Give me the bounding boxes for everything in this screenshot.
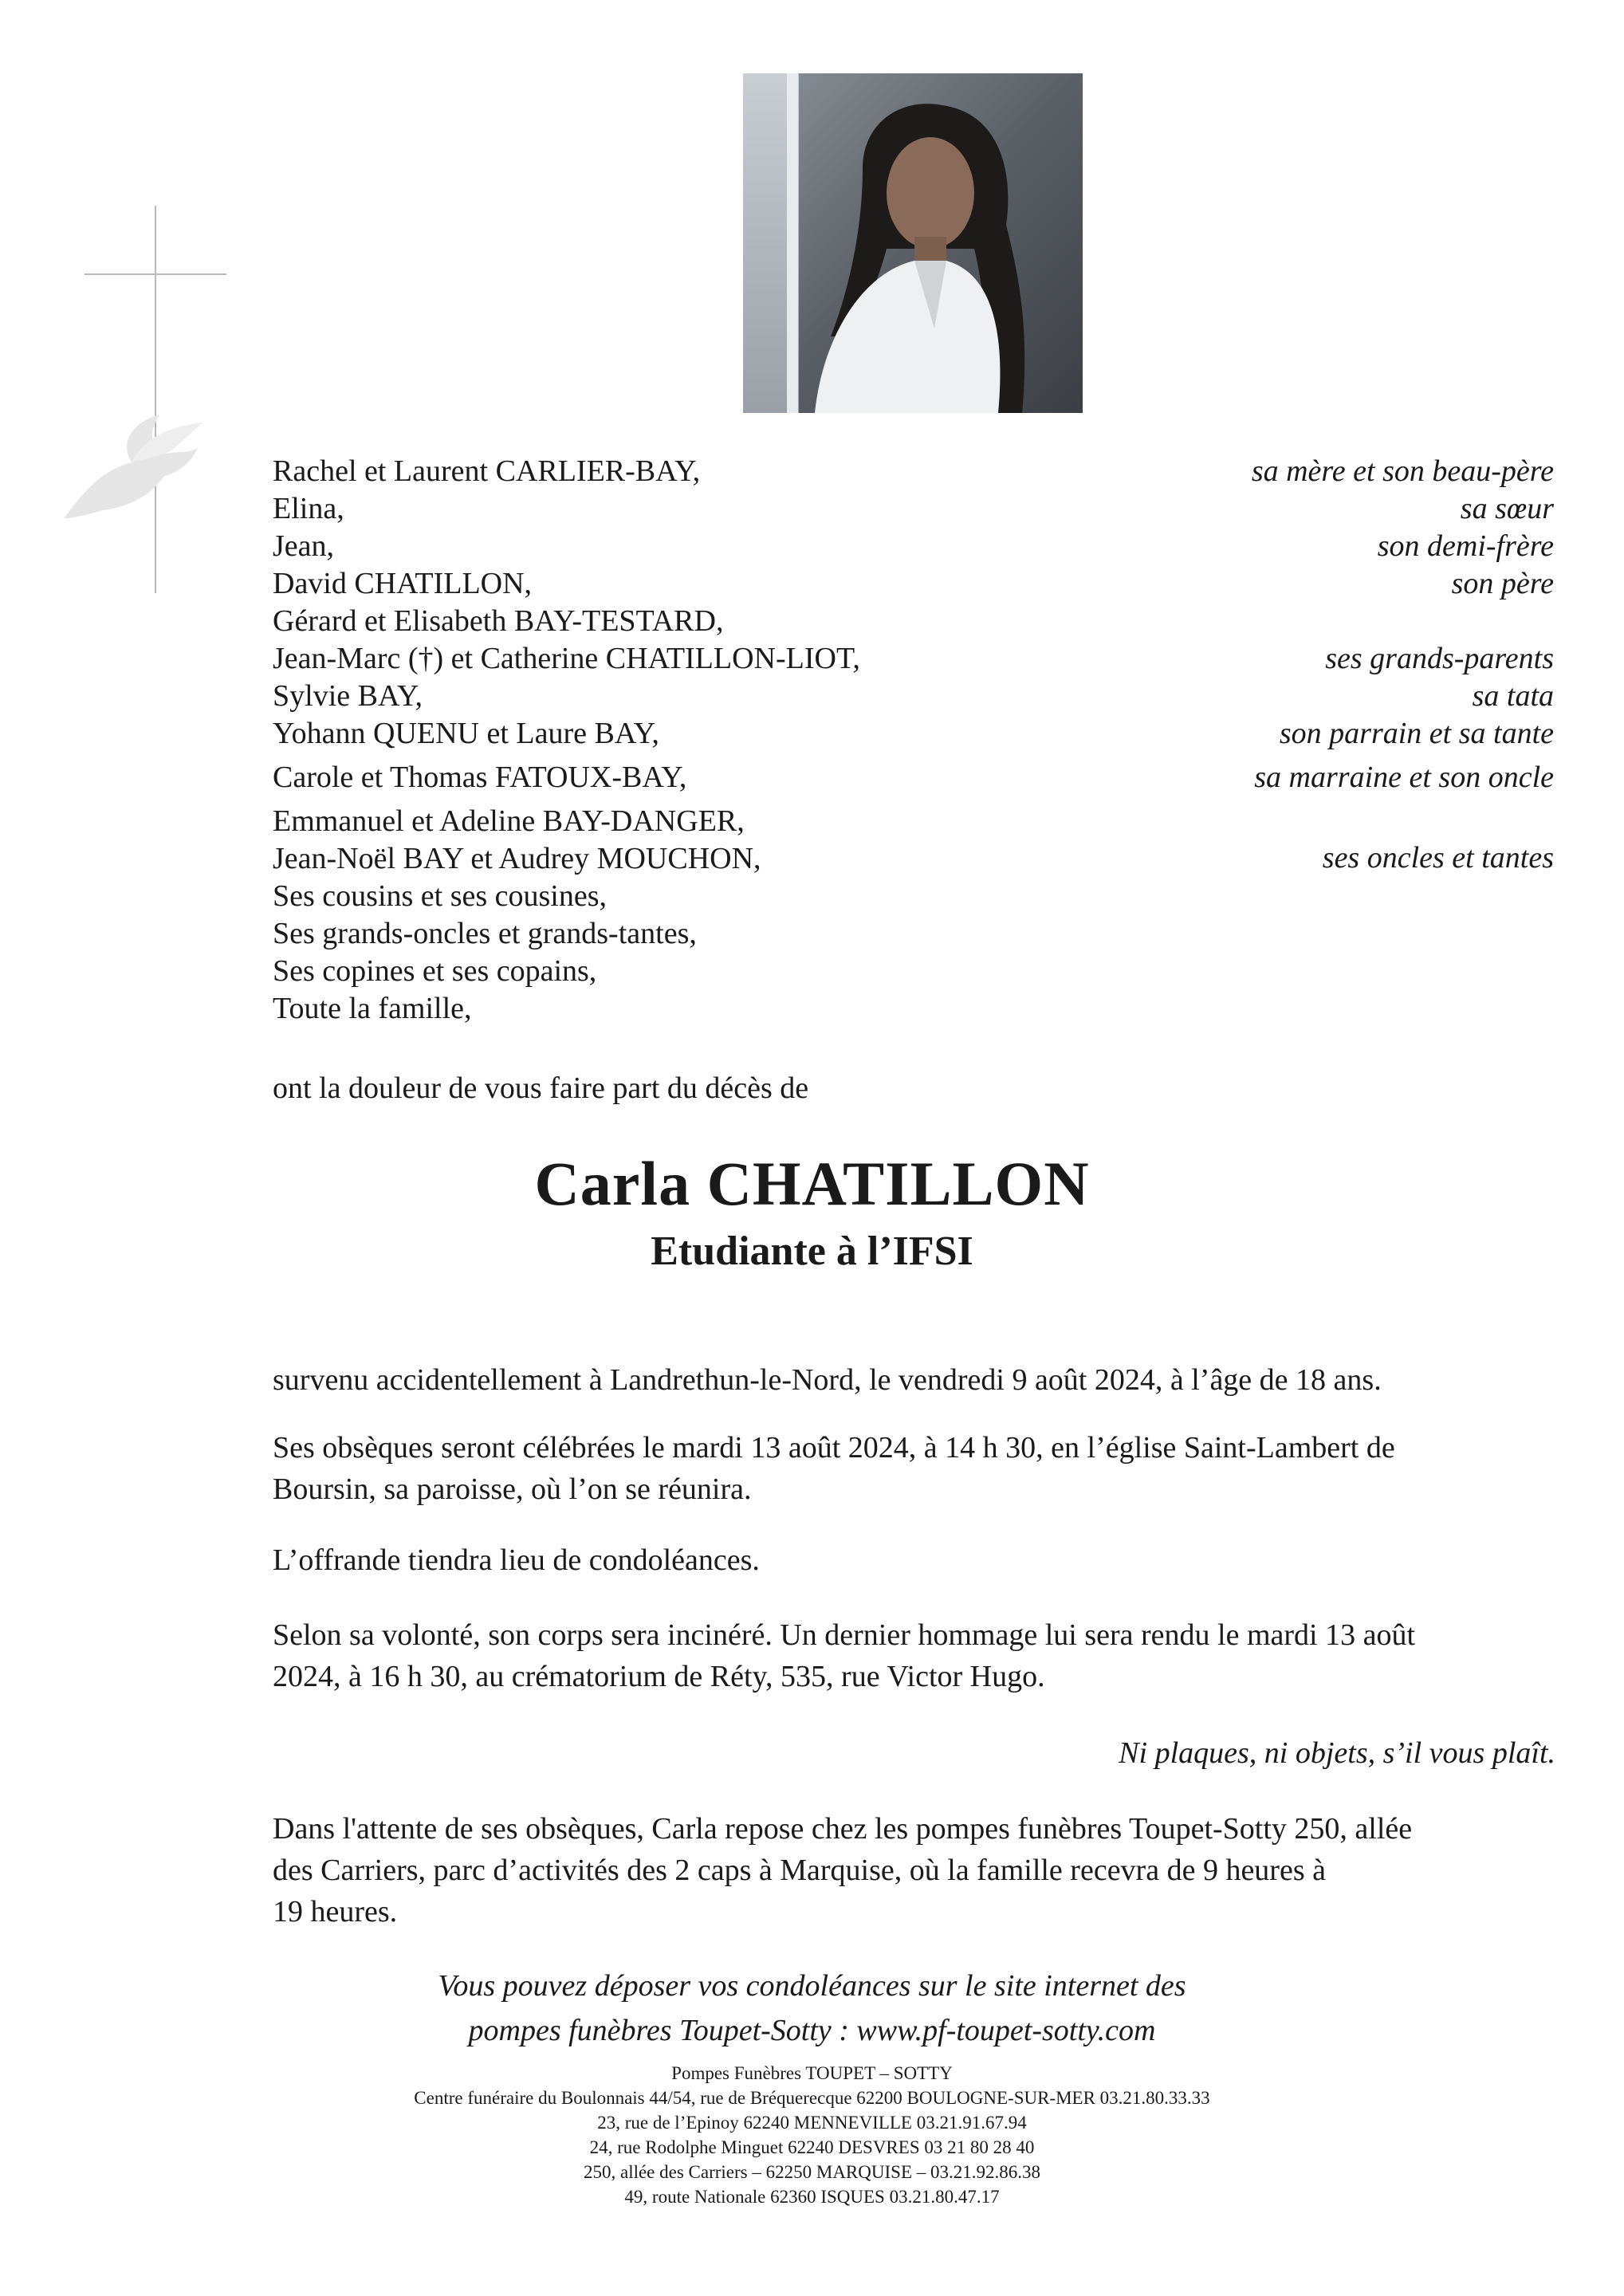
wake-text-line: Dans l'attente de ses obsèques, Carla repose chez les pompes funèbres Toupet-Sotty 250, allée xyxy=(273,1812,1413,1846)
no-flowers-note: Ni plaques, ni objets, s’il vous plaît. xyxy=(1119,1736,1555,1770)
family-member: Gérard et Elisabeth BAY-TESTARD, xyxy=(273,604,724,638)
family-member: David CHATILLON, xyxy=(273,567,533,600)
deceased-name: Carla CHATILLON xyxy=(534,1149,1090,1218)
family-member: Toute la famille, xyxy=(273,992,472,1025)
family-member: Ses grands-oncles et grands-tantes, xyxy=(273,917,697,950)
family-member: Jean-Marc (†) et Catherine CHATILLON-LIOT, xyxy=(273,642,860,675)
relation-label: sa tata xyxy=(1472,679,1554,713)
family-list xyxy=(273,453,1070,1028)
dove-icon xyxy=(56,399,215,534)
footer-line: 24, rue Rodolphe Minguet 62240 DESVRES 03 21 80 28 40 xyxy=(589,2137,1035,2157)
footer-line: 23, rue de l’Epinoy 62240 MENNEVILLE 03.21.91.67.94 xyxy=(597,2113,1027,2133)
footer-line: Centre funéraire du Boulonnais 44/54, rue de Bréquerecque 62200 BOULOGNE-SUR-MER 03.21.80.33.33 xyxy=(414,2088,1210,2108)
wake-text-line: 19 heures. xyxy=(273,1895,398,1928)
announcement-intro: ont la douleur de vous faire part du décès de xyxy=(273,1071,809,1105)
offering-text: L’offrande tiendra lieu de condoléances. xyxy=(273,1543,760,1577)
funeral-home-footer xyxy=(0,2061,1624,2209)
family-member: Jean, xyxy=(273,529,335,563)
relation-label: ses grands-parents xyxy=(1325,642,1554,675)
relation-label: son parrain et sa tante xyxy=(1279,717,1554,750)
wake-text xyxy=(273,1808,1564,1932)
relation-label: son père xyxy=(1451,567,1554,600)
family-member: Jean-Noël BAY et Audrey MOUCHON, xyxy=(273,842,761,875)
cross-horizontal-line xyxy=(85,273,226,275)
cremation-text-line: Selon sa volonté, son corps sera incinéré. Un dernier hommage lui sera rendu le mardi 13 août xyxy=(273,1618,1416,1652)
footer-line: 49, route Nationale 62360 ISQUES 03.21.80.47.17 xyxy=(624,2187,1000,2207)
footer-line: 250, allée des Carriers – 62250 MARQUISE – 03.21.92.86.38 xyxy=(583,2162,1040,2182)
family-member: Ses cousins et ses cousines, xyxy=(273,879,608,913)
wake-text-line: des Carriers, parc d’activités des 2 caps à Marquise, où la famille recevra de 9 heures à xyxy=(273,1854,1326,1887)
family-member: Sylvie BAY, xyxy=(273,679,423,713)
relation-label: sa mère et son beau-père xyxy=(1251,454,1554,488)
condolences-line: pompes funèbres Toupet-Sotty : www.pf-toupet-sotty.com xyxy=(468,2014,1156,2047)
deceased-title: Etudiante à l’IFSI xyxy=(651,1229,973,1274)
circumstances-text: survenu accidentellement à Landrethun-le-Nord, le vendredi 9 août 2024, à l’âge de 18 ans. xyxy=(273,1363,1382,1397)
relation-label: son demi-frère xyxy=(1377,529,1554,563)
footer-line: Pompes Funèbres TOUPET – SOTTY xyxy=(671,2063,953,2083)
family-member: Yohann QUENU et Laure BAY, xyxy=(273,717,659,750)
funeral-text-line: Ses obsèques seront célébrées le mardi 13 août 2024, à 14 h 30, en l’église Saint-Lambert de xyxy=(273,1431,1395,1464)
funeral-text-line: Boursin, sa paroisse, où l’on se réunira. xyxy=(273,1472,752,1506)
funeral-text xyxy=(273,1427,1564,1510)
condolences-note xyxy=(0,1964,1624,2053)
family-member: Elina, xyxy=(273,492,344,525)
cremation-text xyxy=(273,1614,1564,1697)
relation-label: sa sœur xyxy=(1460,492,1554,525)
cremation-text-line: 2024, à 16 h 30, au crématorium de Réty, 535, rue Victor Hugo. xyxy=(273,1660,1045,1693)
family-member: Emmanuel et Adeline BAY-DANGER, xyxy=(273,804,745,838)
relation-label: sa marraine et son oncle xyxy=(1254,761,1554,794)
family-member: Rachel et Laurent CARLIER-BAY, xyxy=(273,454,701,488)
condolences-line: Vous pouvez déposer vos condoléances sur le site internet des xyxy=(438,1969,1186,2003)
family-member: Ses copines et ses copains, xyxy=(273,954,597,988)
relation-label: ses oncles et tantes xyxy=(1322,841,1554,875)
portrait-photo xyxy=(743,73,1083,413)
family-member: Carole et Thomas FATOUX-BAY, xyxy=(273,761,687,794)
